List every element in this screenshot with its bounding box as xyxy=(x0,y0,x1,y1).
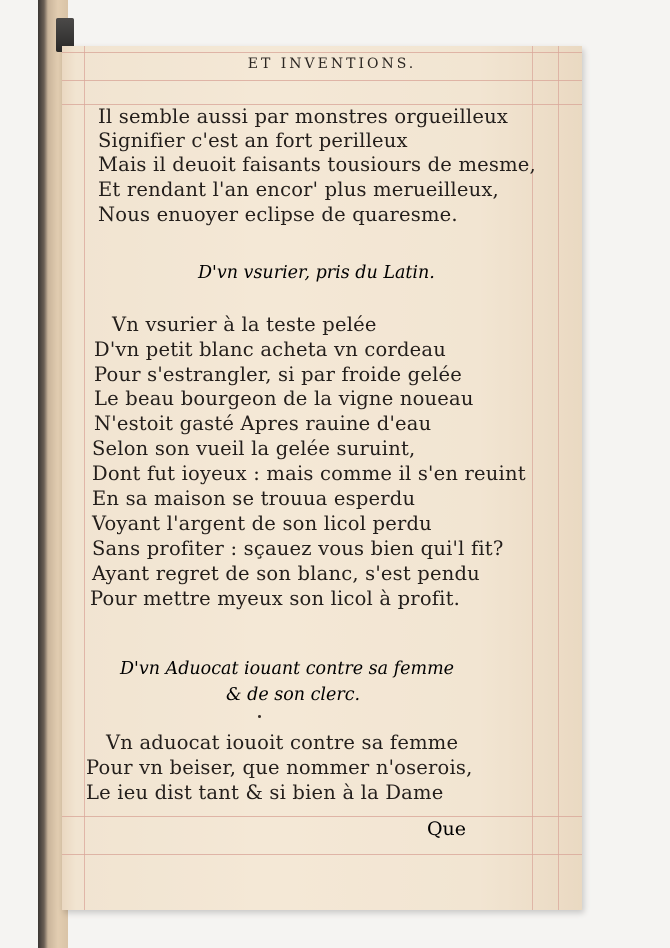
verse-line: Vn vsurier à la teste pelée xyxy=(112,313,377,336)
ruled-line-top xyxy=(62,52,582,53)
verse-line: Pour s'estrangler, si par froide gelée xyxy=(94,363,462,386)
poem-title-advocate-line-1: D'vn Aduocat iouant contre sa femme xyxy=(120,659,455,679)
verse-line: Dont fut ioyeux : mais comme il s'en reuint xyxy=(92,462,526,485)
ruled-line-header xyxy=(62,80,582,81)
running-head: ET INVENTIONS. xyxy=(247,56,417,72)
ruled-line-foot xyxy=(62,854,582,855)
verse-line: Signifier c'est an fort perilleux xyxy=(98,129,408,152)
ornament-dot xyxy=(258,715,261,718)
verse-line: Vn aduocat iouoit contre sa femme xyxy=(106,731,459,754)
verse-line: Le beau bourgeon de la vigne noueau xyxy=(94,387,474,410)
ruled-line-margin xyxy=(558,46,559,910)
ruled-line-left xyxy=(84,46,85,910)
verse-line: Sans profiter : sçauez vous bien qui'l fit? xyxy=(92,537,504,560)
verse-line: Pour mettre myeux son licol à profit. xyxy=(90,587,461,610)
poem-title-advocate-line-2: & de son clerc. xyxy=(226,685,361,705)
verse-line: Et rendant l'an encor' plus merueilleux, xyxy=(98,178,499,201)
verse-line: Pour vn beiser, que nommer n'oserois, xyxy=(86,756,473,779)
verse-line: Le ieu dist tant & si bien à la Dame xyxy=(86,781,444,804)
verse-line: N'estoit gasté Apres rauine d'eau xyxy=(94,412,432,435)
book-page xyxy=(62,46,582,910)
verse-line: Ayant regret de son blanc, s'est pendu xyxy=(92,562,480,585)
verse-line: Voyant l'argent de son licol perdu xyxy=(92,512,432,535)
ruled-line-bottom xyxy=(62,816,582,817)
verse-line: Mais il deuoit faisants tousiours de mesme, xyxy=(98,153,536,176)
verse-line: En sa maison se trouua esperdu xyxy=(92,487,416,510)
verse-line: D'vn petit blanc acheta vn cordeau xyxy=(94,338,446,361)
catchword: Que xyxy=(426,818,466,840)
verse-line: Nous enuoyer eclipse de quaresme. xyxy=(98,203,458,226)
poem-title-usurer: D'vn vsurier, pris du Latin. xyxy=(198,263,435,283)
verse-line: Il semble aussi par monstres orgueilleux xyxy=(98,105,509,128)
verse-line: Selon son vueil la gelée suruint, xyxy=(92,437,416,460)
